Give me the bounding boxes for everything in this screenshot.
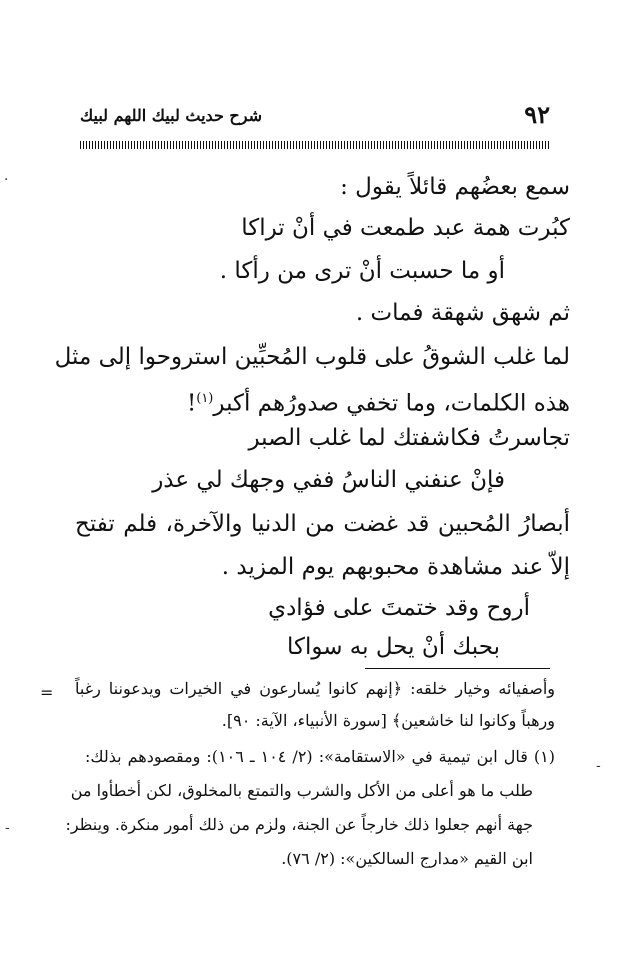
margin-dash: - [5, 820, 10, 836]
footnote-line: وأصفيائه وخيار خلقه: ﴿إنهم كانوا يُسارعون في الخيرات ويدعوننا رغباً [75, 679, 556, 698]
header-rule [80, 141, 550, 149]
verse-line: أروح وقد ختمتَ على فؤادي [268, 595, 530, 621]
margin-dot: · [4, 172, 9, 188]
text-line: سمع بعضُهم قائلاً يقول : [340, 174, 570, 200]
page-number: ٩٢ [524, 100, 550, 129]
text-line: لما غلب الشوقُ على قلوب المُحبِّين استروحوا إلى مثل [54, 344, 570, 370]
exclamation-mark: ! [186, 390, 197, 417]
text-line: أبصارُ المُحبين قد غضت من الدنيا والآخرة، فلم تفتح [75, 511, 570, 537]
footnote-continuation-mark: = [40, 683, 54, 702]
page-header [80, 100, 550, 130]
verse-line: فإنْ عنفني الناسُ ففي وجهك لي عذر [152, 467, 505, 493]
footnote-1-line: طلب ما هو أعلى من الأكل والشرب والتمتع بالمخلوق، لكن أخطأوا من [70, 781, 533, 800]
margin-dash: - [596, 758, 601, 774]
verse-line: بحبك أنْ يحل به سواكا [287, 634, 500, 660]
footnote-1-line: ابن القيم «مدارج السالكين»: (٢/ ٧٦). [281, 849, 533, 868]
running-title: شرح حديث لبيك اللهم لبيك [80, 106, 262, 125]
footnote-reference[interactable]: (١) [196, 391, 214, 406]
text-line: إلاّ عند مشاهدة محبوبهم يوم المزيد . [221, 554, 570, 580]
verse-line: كبُرت همة عبد طمعت في أنْ تراكا [241, 215, 570, 241]
footnote-separator [365, 668, 550, 669]
verse-line: أو ما حسبت أنْ ترى من رأكا . [219, 258, 505, 284]
footnote-1-line: جهة أنهم جعلوا ذلك خارجاً عن الجنة، ولزم من ذلك أمور منكرة. وينظر: [65, 815, 533, 834]
footnote-line: ورهباً وكانوا لنا خاشعين﴾ [سورة الأنبياء، الآية: ٩٠]. [221, 711, 555, 730]
text-line: ثم شهق شهقة فمات . [355, 300, 570, 326]
text-line [187, 382, 570, 421]
text-line-body: هذه الكلمات، وما تخفي صدورُهم أكبر [213, 390, 570, 417]
verse-line: تجاسرتُ فكاشفتك لما غلب الصبر [248, 425, 570, 451]
footnote-1-line: (١) قال ابن تيمية في «الاستقامة»: (٢/ ١٠٤ ـ ١٠٦): ومقصودهم بذلك: [85, 747, 556, 766]
